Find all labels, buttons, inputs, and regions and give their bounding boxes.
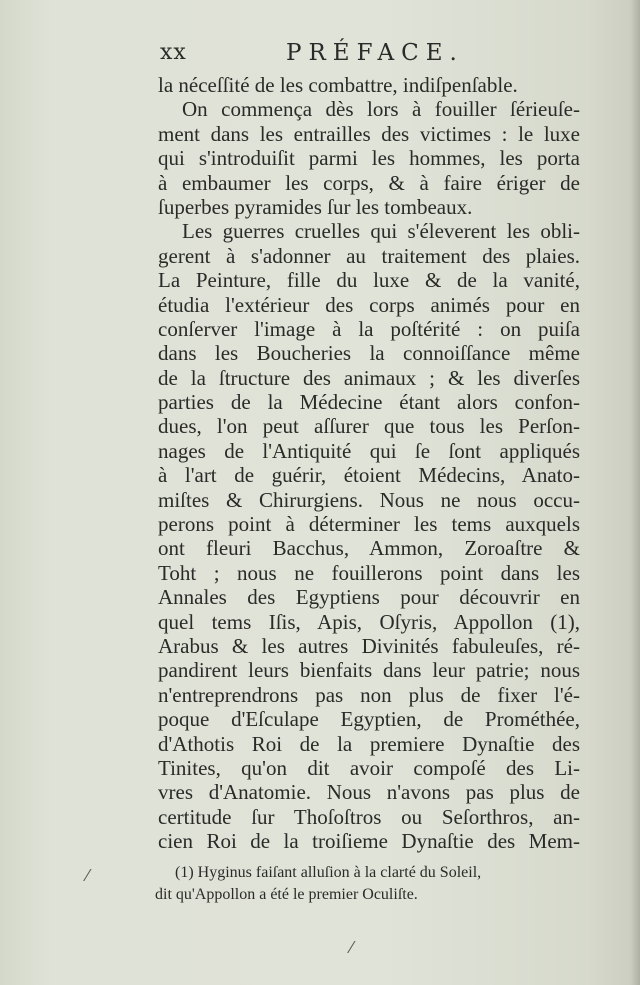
text-line: n'entreprendrons pas non plus de fixer l'é- xyxy=(158,682,580,707)
page-folio: xx xyxy=(160,40,187,65)
text-line: Tinites, qu'on dit avoir compoſé des Li- xyxy=(158,755,580,780)
body-text xyxy=(158,73,580,854)
footnote-line: dit qu'Appollon a été le premier Oculiſte. xyxy=(155,886,418,903)
text-line: Arabus & les autres Divinités fabuleuſes, ré- xyxy=(158,633,580,658)
text-line: certitude ſur Thoſoſtros ou Seſorthros, an- xyxy=(158,804,580,829)
text-line: ont fleuri Bacchus, Ammon, Zoroaſtre & xyxy=(158,536,580,561)
text-line: vres d'Anatomie. Nous n'avons pas plus de xyxy=(158,780,580,805)
text-line: à embaumer les corps, & à faire ériger de xyxy=(158,170,580,195)
text-line: à l'art de guérir, étoient Médecins, Anato- xyxy=(158,463,580,488)
text-line: Toht ; nous ne fouillerons point dans les xyxy=(158,560,580,585)
text-line: nages de l'Antiquité qui ſe ſont appliqués xyxy=(158,438,580,463)
footnote-line: (1) Hyginus faiſant alluſion à la clarté du Soleil, xyxy=(175,864,482,881)
text-line: Annales des Egyptiens pour découvrir en xyxy=(158,585,580,610)
text-line: miſtes & Chirurgiens. Nous ne nous occu- xyxy=(158,487,580,512)
running-title: PRÉFACE. xyxy=(286,40,464,66)
text-line: parties de la Médecine étant alors confon- xyxy=(158,390,580,415)
text-line: perons point à déterminer les tems auxquels xyxy=(158,512,580,537)
text-line: de la ſtructure des animaux ; & les diverſes xyxy=(158,365,580,390)
text-line: d'Athotis Roi de la premiere Dynaſtie des xyxy=(158,731,580,756)
text-line: étudia l'extérieur des corps animés pour en xyxy=(158,292,580,317)
text-line: pandirent leurs bienfaits dans leur patrie; nous xyxy=(158,658,580,683)
text-line: cien Roi de la troiſieme Dynaſtie des Mem- xyxy=(158,829,580,854)
text-line: On commença dès lors à fouiller ſérieuſe- xyxy=(182,97,580,122)
text-line: dues, l'on peut aſſurer que tous les Perſon- xyxy=(158,414,580,439)
text-line: ment dans les entrailles des victimes : le luxe xyxy=(158,121,580,146)
page-header xyxy=(160,40,580,70)
text-line: La Peinture, fille du luxe & de la vanité, xyxy=(158,268,580,293)
bottom-stray-mark: ⁄ xyxy=(350,938,353,957)
text-line: poque d'Eſculape Egyptien, de Prométhée, xyxy=(158,707,580,732)
footnote xyxy=(155,862,583,906)
text-line: la néceſſité de les combattre, indiſpenſable. xyxy=(158,73,518,97)
text-line: qui s'introduiſit parmi les hommes, les porta xyxy=(158,146,580,171)
text-line: gerent à s'adonner au traitement des plaies. xyxy=(158,243,580,268)
text-line: dans les Boucheries la connoiſſance même xyxy=(158,341,580,366)
text-line: quel tems Iſis, Apis, Oſyris, Appollon (1), xyxy=(158,609,580,634)
text-line: Les guerres cruelles qui s'éleverent les obli- xyxy=(182,219,580,244)
page-edge-shadow xyxy=(630,0,640,985)
text-line: ſuperbes pyramides ſur les tombeaux. xyxy=(158,194,473,219)
margin-stray-mark: ⁄ xyxy=(86,866,89,885)
text-line: conſerver l'image à la poſtérité : on puiſa xyxy=(158,316,580,341)
